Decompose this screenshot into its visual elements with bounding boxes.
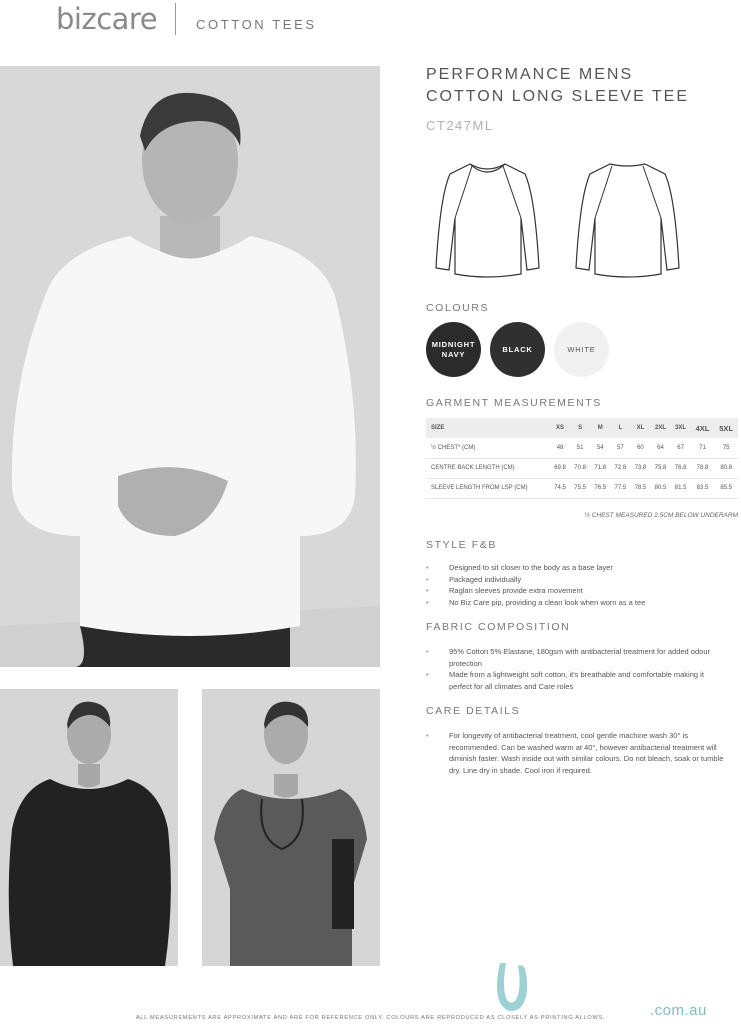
black-tee-photo xyxy=(0,689,178,966)
table-cell: 60 xyxy=(630,438,650,458)
product-title-line-1: PERFORMANCE MENS xyxy=(426,66,634,83)
table-cell: 70.8 xyxy=(570,458,590,478)
table-cell: 64 xyxy=(650,438,670,458)
footer-disclaimer: ALL MEASUREMENTS ARE APPROXIMATE AND ARE FOR REFERENCE ONLY. COLOURS ARE REPRODUCED AS CLOSELY AS PRINTING ALLOWS. xyxy=(135,1015,606,1021)
list-item: • Raglan sleeves provide extra movement xyxy=(426,585,726,597)
measurement-note: ½ CHEST MEASURED 2.5CM BELOW UNDERARM xyxy=(584,512,738,519)
table-cell: 76.8 xyxy=(671,458,691,478)
size-col: S xyxy=(578,425,583,431)
size-col: M xyxy=(597,425,603,431)
product-title xyxy=(426,64,689,108)
list-item: • Packaged individually xyxy=(426,574,726,586)
care-heading: CARE DETAILS xyxy=(426,705,521,717)
table-cell: 71 xyxy=(691,438,715,458)
table-cell: 74.5 xyxy=(550,478,570,498)
table-cell: 73.8 xyxy=(630,458,650,478)
size-col: L xyxy=(618,425,623,431)
size-col: 2XL xyxy=(655,425,667,431)
style-list xyxy=(426,562,726,608)
list-item: • Designed to sit closer to the body as a base layer xyxy=(426,562,726,574)
store-logo-icon xyxy=(490,958,534,1018)
table-row xyxy=(426,478,738,498)
swatch-white[interactable] xyxy=(554,322,609,377)
table-cell: 71.8 xyxy=(590,458,610,478)
back-sketch xyxy=(565,156,690,281)
table-cell: 72.8 xyxy=(610,458,630,478)
swatch-label-line2: NAVY xyxy=(441,349,466,359)
table-cell: 76.5 xyxy=(590,478,610,498)
table-row xyxy=(426,458,738,478)
care-list xyxy=(426,730,726,776)
brand-category: COTTON TEES xyxy=(196,16,317,32)
table-cell: 75 xyxy=(714,438,738,458)
front-sketch xyxy=(425,156,550,281)
swatch-label: BLACK xyxy=(502,344,533,354)
table-cell: 78.5 xyxy=(630,478,650,498)
row-label: CENTRE BACK LENGTH (CM) xyxy=(426,458,550,478)
measurements-heading: GARMENT MEASUREMENTS xyxy=(426,397,602,409)
table-cell: 75.8 xyxy=(650,458,670,478)
brand-header xyxy=(56,2,317,36)
table-row xyxy=(426,438,738,458)
table-cell: 48 xyxy=(550,438,570,458)
table-cell: 57 xyxy=(610,438,630,458)
table-cell: 77.5 xyxy=(610,478,630,498)
row-label: SLEEVE LENGTH FROM LSP (CM) xyxy=(426,478,550,498)
product-code: CT247ML xyxy=(426,118,494,133)
size-col: XL xyxy=(636,425,645,431)
swatch-label-line1: MIDNIGHT xyxy=(431,339,476,349)
table-cell: 81.5 xyxy=(671,478,691,498)
colours-heading: COLOURS xyxy=(426,302,490,314)
product-title-line-2: COTTON LONG SLEEVE TEE xyxy=(426,88,690,105)
size-col: XS xyxy=(556,425,565,431)
table-header-row xyxy=(426,418,738,438)
table-cell: 78.8 xyxy=(691,458,715,478)
table-cell: 85.5 xyxy=(714,478,738,498)
size-col: 3XL xyxy=(675,425,687,431)
style-heading: STYLE F&B xyxy=(426,539,498,551)
list-item: • For longevity of antibacterial treatment, cool gentle machine wash 30° is recommended. Can be washed warm at 40°, however antibacterial treatment will diminish faster. Wash inside out with similar colours. Do not bleach, soak or tumble dry. Line dry in shade. Cool iron if required. xyxy=(426,730,726,776)
table-cell: 75.5 xyxy=(570,478,590,498)
scrubs-photo xyxy=(202,689,380,966)
size-col: 5XL xyxy=(719,423,734,433)
fabric-heading: FABRIC COMPOSITION xyxy=(426,621,571,633)
list-item: • No Biz Care pip, providing a clean look when worn as a tee xyxy=(426,597,726,609)
fabric-list xyxy=(426,646,726,692)
size-col: 4XL xyxy=(695,423,710,433)
table-cell: 69.8 xyxy=(550,458,570,478)
measurements-table xyxy=(426,418,738,499)
brand-logo: bizcare xyxy=(56,2,158,36)
brand-divider xyxy=(175,3,176,35)
swatch-black[interactable] xyxy=(490,322,545,377)
table-cell: 51 xyxy=(570,438,590,458)
store-domain: .com.au xyxy=(650,1002,707,1019)
table-cell: 54 xyxy=(590,438,610,458)
swatch-midnight-navy[interactable] xyxy=(426,322,481,377)
table-cell: 80.8 xyxy=(714,458,738,478)
main-product-photo xyxy=(0,66,380,667)
swatch-label: WHITE xyxy=(567,344,596,354)
row-label: ½ CHEST* (CM) xyxy=(426,438,550,458)
list-item: • 95% Cotton 5% Elastane, 180gsm with antibacterial treatment for added odour protection xyxy=(426,646,726,669)
table-cell: 83.5 xyxy=(691,478,715,498)
table-cell: 80.5 xyxy=(650,478,670,498)
table-cell: 67 xyxy=(671,438,691,458)
list-item: • Made from a lightweight soft cotton, it's breathable and comfortable making it perfect for all climates and Care roles xyxy=(426,669,726,692)
size-header: SIZE xyxy=(431,425,445,431)
